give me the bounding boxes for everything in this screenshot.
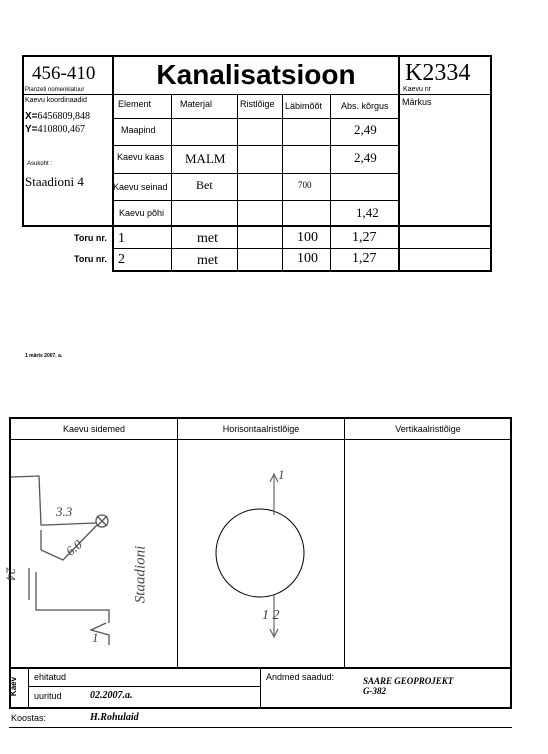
built-label: ehitatud	[34, 672, 67, 682]
col-header-elevation: Abs. kõrgus	[341, 101, 389, 111]
data-from-company: SAARE GEOPROJEKT	[363, 676, 454, 686]
author-label: Koostas:	[11, 713, 47, 723]
row-element: Kaevu põhi	[119, 208, 165, 218]
coord-y-value: 410800,467	[37, 124, 86, 135]
surveyed-value: 02.2007.a.	[90, 690, 133, 701]
col-header-diameter: Läbimõõt	[285, 101, 323, 111]
row-element: Maapind	[121, 125, 156, 135]
well-number-label: Kaevu nr	[403, 86, 432, 93]
pipe-material: met	[197, 231, 218, 246]
row-material: MALM	[185, 151, 226, 166]
col-header-element: Element	[118, 99, 152, 109]
surveyed-label: uuritud	[34, 691, 62, 701]
hand-pipe-1: 1	[278, 467, 285, 482]
col-header-material: Materjal	[180, 99, 213, 109]
pipe-number: 2	[118, 252, 125, 267]
col-header-horizontal-section: Horisontaalristlõige	[222, 424, 300, 434]
pipe-diameter: 100	[297, 251, 318, 266]
col-header-note: Märkus	[402, 97, 432, 107]
location-label: Asukoht :	[27, 161, 53, 167]
pipe-diameter: 100	[297, 230, 318, 245]
coord-x-label: X=	[25, 111, 38, 122]
coord-y	[25, 124, 85, 135]
hand-dimension-33: 3.3	[56, 504, 73, 519]
data-from-code: G-382	[363, 686, 386, 696]
pipe-material: met	[197, 253, 218, 268]
nomenclature-label: Planzeti nomenklatuur	[25, 87, 85, 93]
nomenclature-value: 456-410	[32, 63, 96, 84]
coord-x-value: 6456809,848	[37, 111, 91, 122]
row-material: Bet	[196, 178, 213, 192]
row-diameter: 700	[298, 180, 312, 190]
row-element: Kaevu kaas	[117, 152, 165, 162]
author-value: H.Rohulaid	[90, 712, 139, 723]
page-title: Kanalisatsioon	[156, 59, 356, 90]
col-header-connections: Kaevu sidemed	[62, 424, 126, 434]
hand-dimension-60: 6.0	[62, 536, 85, 559]
data-from-label: Andmed saadud:	[266, 672, 335, 682]
well-number: K2334	[405, 60, 471, 86]
row-elevation: 2,49	[354, 122, 377, 137]
pipe-elevation: 1,27	[352, 230, 377, 245]
side-label: Kaev	[9, 676, 19, 697]
hand-dimension-24: 24	[3, 567, 19, 581]
pipe-label: Toru nr.	[74, 254, 107, 264]
col-header-vertical-section: Vertikaalristlõige	[395, 424, 461, 434]
date-note: 1 märts 2007. a.	[25, 353, 63, 359]
location-value: Staadioni 4	[25, 174, 84, 189]
row-elevation: 1,42	[356, 205, 379, 220]
pipe-elevation: 1,27	[352, 251, 377, 266]
col-header-section: Ristlõige	[240, 99, 275, 109]
hand-dimension-1: 1	[92, 630, 99, 645]
coord-x	[25, 111, 90, 122]
pipe-number: 1	[118, 231, 125, 246]
pipe-label: Toru nr.	[74, 233, 107, 243]
coords-label: Kaevu koordinaadid	[25, 97, 87, 104]
coord-y-label: Y=	[25, 124, 38, 135]
hand-pipe-2: 1 2	[262, 608, 280, 623]
row-element: Kaevu seinad	[113, 182, 168, 192]
horizontal-section-drawing	[178, 440, 344, 667]
row-elevation: 2,49	[354, 150, 377, 165]
hand-street-name: Staadioni	[132, 545, 149, 604]
